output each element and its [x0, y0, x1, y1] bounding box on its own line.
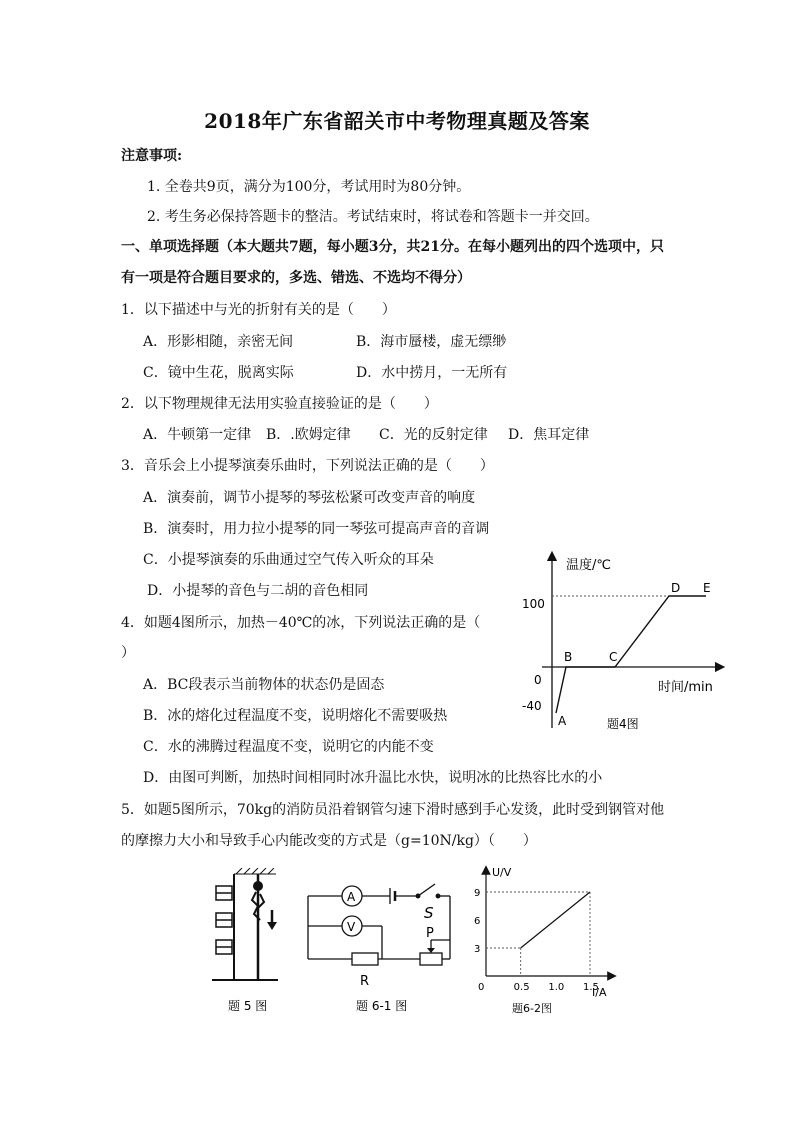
tick-0: 0: [534, 673, 542, 687]
q2-option-d: D．焦耳定律: [508, 427, 590, 443]
y-tick-label: 9: [474, 888, 481, 899]
x-tick-label: 0.5: [513, 982, 530, 993]
point-b: B: [564, 650, 573, 664]
figure-5-caption: 题 5 图: [228, 999, 268, 1013]
q4-option-c: C．水的沸腾过程温度不变，说明它的内能不变: [143, 739, 434, 755]
tick-neg40: -40: [522, 699, 542, 713]
tick-100: 100: [522, 597, 545, 611]
q3-option-b: B．演奏时，用力拉小提琴的同一琴弦可提高声音的音调: [143, 521, 490, 537]
switch-label: S: [424, 904, 434, 922]
question-2-stem: 2．以下物理规律无法用实验直接验证的是（ ）: [121, 396, 438, 412]
point-e: E: [703, 581, 711, 595]
voltmeter-label: V: [347, 920, 356, 934]
question-3-stem: 3．音乐会上小提琴演奏乐曲时，下列说法正确的是（ ）: [121, 458, 494, 474]
notice-heading: 注意事项:: [121, 148, 183, 164]
y-axis-label: 温度/℃: [566, 558, 611, 573]
page-title: 2018年广东省韶关市中考物理真题及答案: [204, 109, 590, 133]
q2-option-c: C．光的反射定律: [379, 427, 488, 443]
q3-option-d: D．小提琴的音色与二胡的音色相同: [147, 583, 369, 599]
notice-item: 1. 全卷共9页，满分为100分，考试用时为80分钟。: [147, 179, 471, 195]
x-tick-label: 0: [478, 982, 485, 993]
x-axis-label: 时间/min: [658, 680, 713, 695]
x-tick-label: 1.5: [583, 982, 599, 993]
notice-item: 2. 考生务必保持答题卡的整洁。考试结束时，将试卷和答题卡一并交回。: [147, 209, 599, 225]
q4-option-a: A．BC段表示当前物体的状态仍是固态: [143, 677, 385, 693]
slider-label: P: [426, 926, 434, 941]
down-arrow: [267, 910, 277, 930]
point-a: A: [558, 714, 567, 728]
section-heading: 一、单项选择题（本大题共7题，每小题3分，共21分。在每小题列出的四个选项中，只: [121, 239, 664, 255]
q2-option-a: A．牛顿第一定律: [143, 427, 252, 443]
figure-5-drawing: [206, 868, 286, 1018]
y-tick-label: 6: [474, 916, 481, 927]
section-heading-cont: 有一项是符合题目要求的，多选、错选、不选均不得分）: [121, 270, 471, 286]
q1-option-c: C．镜中生花，脱离实际: [143, 365, 294, 381]
q4-option-b: B．冰的熔化过程温度不变，说明熔化不需要吸热: [143, 708, 448, 724]
heating-curve: [556, 596, 706, 713]
point-d: D: [671, 581, 681, 595]
question-5-stem: 5．如题5图所示，70kg的消防员沿着钢管匀速下滑时感到手心发烫，此时受到钢管对他: [121, 802, 665, 818]
ammeter-label: A: [347, 890, 356, 904]
y-axis-label: U/V: [492, 866, 512, 879]
figure-6-1-caption: 题 6-1 图: [356, 999, 408, 1013]
q4-option-d: D．由图可判断，加热时间相同时冰升温比水快，说明冰的比热容比水的小: [143, 770, 603, 786]
figure-4-graph: [520, 548, 730, 738]
question-5-stem-cont: 的摩擦力大小和导致手心内能改变的方式是（g=10N/kg）（ ）: [121, 833, 537, 849]
point-c: C: [609, 650, 618, 664]
question-4-stem: 4．如题4图所示，加热－40℃的冰，下列说法正确的是（: [121, 615, 481, 631]
figure-6-2-graph: [470, 862, 620, 1018]
q1-option-b: B．海市蜃楼，虚无缥缈: [356, 334, 507, 350]
y-tick-label: 3: [474, 944, 481, 955]
question-1-stem: 1．以下描述中与光的折射有关的是（ ）: [121, 302, 396, 318]
x-tick-label: 1.0: [548, 982, 565, 993]
figure-6-1-circuit: [300, 868, 460, 1018]
q1-option-a: A．形影相随，亲密无间: [143, 334, 294, 350]
figure-6-2-caption: 题6-2图: [512, 1002, 552, 1015]
q1-option-d: D．水中捞月，一无所有: [356, 365, 508, 381]
data-line: [521, 892, 590, 948]
figure-4-caption: 题4图: [607, 717, 639, 731]
q3-option-c: C．小提琴演奏的乐曲通过空气传入听众的耳朵: [143, 552, 434, 568]
resistor-label: R: [360, 974, 370, 989]
q2-option-b: B．.欧姆定律: [266, 427, 351, 443]
x-axis-label: I/A: [592, 986, 607, 999]
question-4-stem-cont: ）: [121, 645, 135, 661]
q3-option-a: A．演奏前，调节小提琴的琴弦松紧可改变声音的响度: [143, 490, 476, 506]
